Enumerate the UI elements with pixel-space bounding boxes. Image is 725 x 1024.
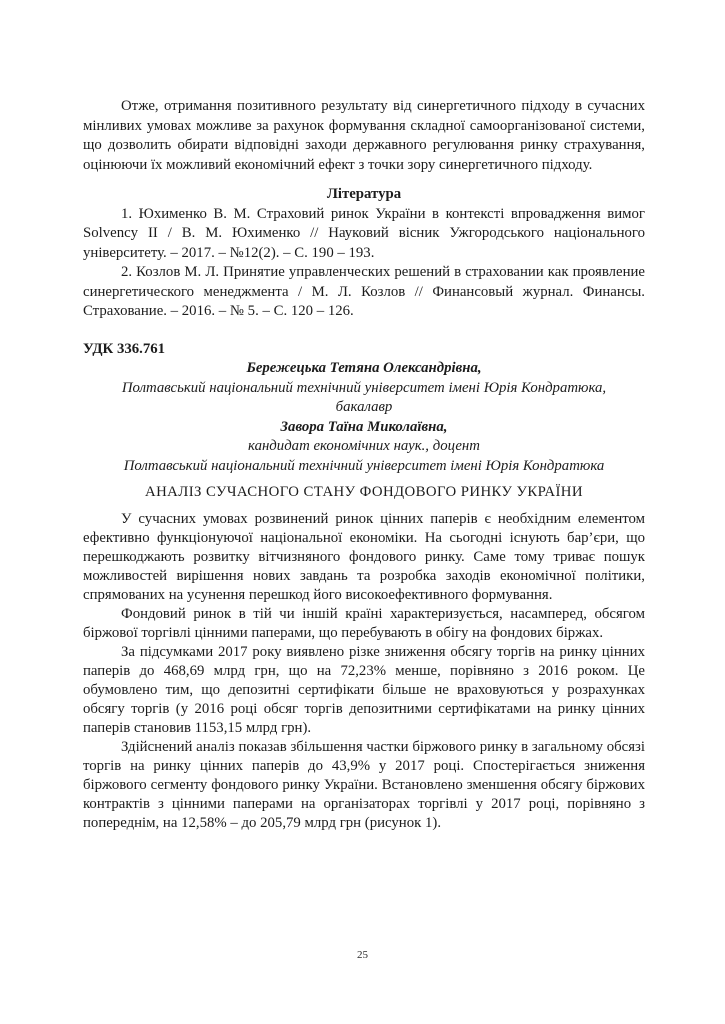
- author-2-affiliation: Полтавський національний технічний університет імені Юрія Кондратюка: [123, 457, 605, 474]
- page-number: 25: [357, 949, 368, 961]
- literature-heading: Література: [326, 186, 402, 202]
- article-paragraph-4: Здійснений аналіз показав збільшення частки біржового ринку в загальному обсязі торгів на ринку цінних паперів до 43,9% у 2017 році. Спостерігається зниження біржового сегменту фондового ринку України. Встановлено зменшення обсягу біржових контрактів з цінними паперами на організаторах торгівлі у 2017 році, порівняно з попереднім, на 12,58% – до 205,79 млрд грн (рисунок 1).: [83, 738, 645, 831]
- author-1-degree: бакалавр: [335, 399, 393, 415]
- reference-item-2: 2. Козлов М. Л. Принятие управленческих решений в страховании как проявление синергетического менеджмента / М. Л. Козлов // Финансовый журнал. Финансы. Страхование. – 2016. – № 5. – С. 120 – 126.: [83, 264, 645, 319]
- article-paragraph-1: У сучасних умовах розвинений ринок цінних паперів є необхідним елементом ефективно функціонуючої національної економіки. На сьогодні існують бар’єри, що перешкоджають розвитку вітчизняного фондового ринку. Саме тому триває пошук можливостей вирішення нових завдань та розробка заходів економічної політики, спрямованих на усунення перешкод його високоефективного формування.: [83, 510, 645, 603]
- article-title: АНАЛІЗ СУЧАСНОГО СТАНУ ФОНДОВОГО РИНКУ УКРАЇНИ: [145, 484, 583, 500]
- article-paragraph-2: Фондовий ринок в тій чи іншій країні характеризується, насамперед, обсягом біржової торгівлі цінними паперами, що перебувають в обігу на фондових біржах.: [83, 605, 645, 641]
- author-2-name: Завора Таїна Миколаївна,: [280, 418, 448, 435]
- article-paragraph-3: За підсумками 2017 року виявлено різке зниження обсягу торгів на ринку цінних паперів до 468,69 млрд грн, що на 72,23% менше, порівняно з 2016 роком. Це обумовлено тим, що депозитні сертифікати більше не враховуються у розрахунках обсягу торгів (у 2016 році обсяг торгів депозитними сертифікатами на ринку цінних паперів становив 1153,15 млрд грн).: [83, 643, 645, 736]
- author-2-degree: кандидат економічних наук., доцент: [248, 438, 480, 454]
- previous-article-closing-paragraph: Отже, отримання позитивного результату від синергетичного підходу в сучасних мінливих умовах можливе за рахунок формування складної самоорганізованої системи, що дозволить обирати відповідні заходи державного регулювання ринку страхування, оцінюючи їх можливий економічний ефект з точки зору синергетичного підходу.: [83, 98, 645, 173]
- author-1-affiliation: Полтавський національний технічний університет імені Юрія Кондратюка,: [121, 379, 607, 396]
- udc-code: УДК 336.761: [83, 340, 166, 357]
- author-1-name: Бережецька Тетяна Олександрівна,: [246, 360, 482, 376]
- text-block: [83, 97, 645, 833]
- reference-item-1: 1. Юхименко В. М. Страховий ринок України в контексті впровадження вимог Solvency II / В. М. Юхименко // Науковий вісник Ужгородського національного університету. – 2017. – №12(2). – С. 190 – 193.: [83, 205, 645, 261]
